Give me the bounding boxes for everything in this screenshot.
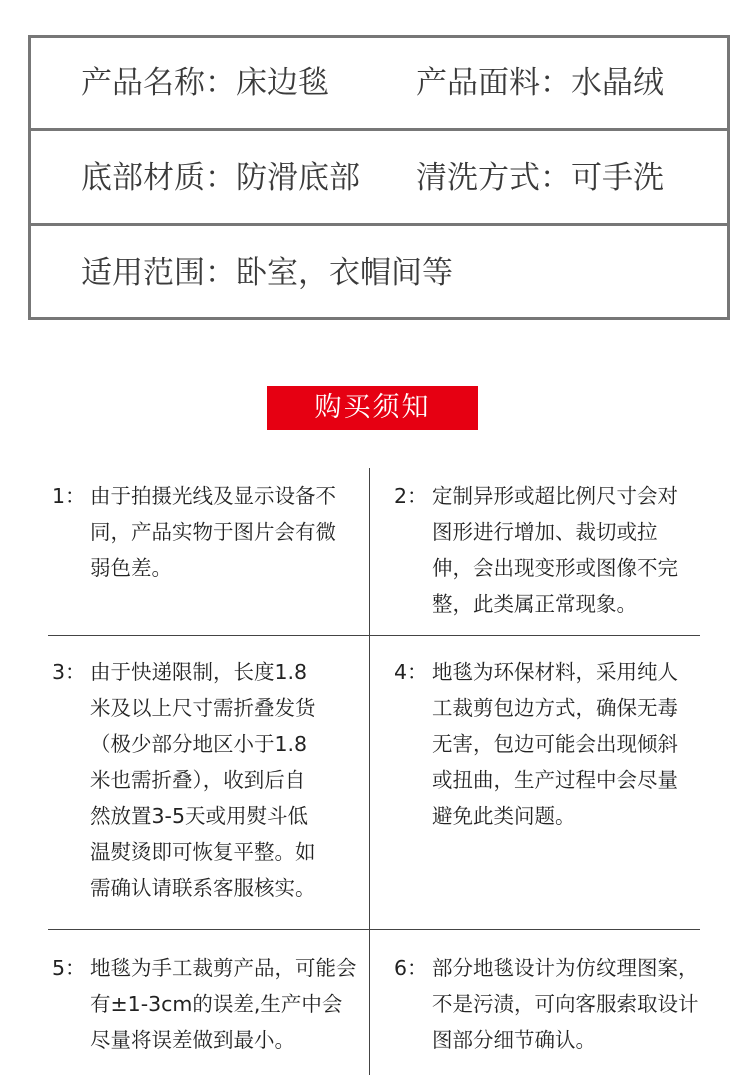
notice-item-number: 6： [394,956,428,980]
spec-usage-scope: 适用范围：卧室，衣帽间等 [81,255,453,291]
notice-item-text: 部分地毯设计为仿纹理图案，不是污渍，可向客服索取设计图部分细节确认。 [432,956,699,1052]
purchase-notice-grid [48,468,700,1075]
spec-row-usage [31,228,727,321]
grid-horizontal-divider [48,635,700,636]
notice-item-text: 地毯为环保材料，采用纯人工裁剪包边方式，确保无毒无害，包边可能会出现倾斜或扭曲，生产过程中会尽量避免此类问题。 [432,660,678,828]
notice-item-number: 4： [394,660,428,684]
grid-horizontal-divider [48,929,700,930]
notice-item-text: 由于拍摄光线及显示设备不同，产品实物于图片会有微弱色差。 [90,484,336,580]
notice-item-text: 地毯为手工裁剪产品，可能会有±1-3cm的误差,生产中会尽量将误差做到最小。 [90,956,357,1052]
notice-item-text: 定制异形或超比例尺寸会对图形进行增加、裁切或拉伸，会出现变形或图像不完整，此类属正常现象。 [432,484,678,616]
notice-item-number: 3： [52,660,86,684]
notice-item-number: 1： [52,484,86,508]
notice-item-number: 5： [52,956,86,980]
grid-vertical-divider [369,468,370,1075]
notice-item-number: 2： [394,484,428,508]
spec-wash-method: 清洗方式：可手洗 [416,160,664,196]
spec-row-base-wash [31,133,727,226]
spec-product-name: 产品名称：床边毯 [81,65,329,101]
notice-item-text: 由于快递限制，长度1.8米及以上尺寸需折叠发货（极少部分地区小于1.8米也需折叠），收到后自然放置3-5天或用熨斗低温熨烫即可恢复平整。如需确认请联系客服核实。 [90,660,316,900]
product-spec-table [28,35,730,320]
purchase-notice-title: 购买须知 [267,386,478,430]
spec-row-name-fabric [31,38,727,131]
spec-product-fabric: 产品面料：水晶绒 [416,65,664,101]
spec-base-material: 底部材质：防滑底部 [81,160,360,196]
